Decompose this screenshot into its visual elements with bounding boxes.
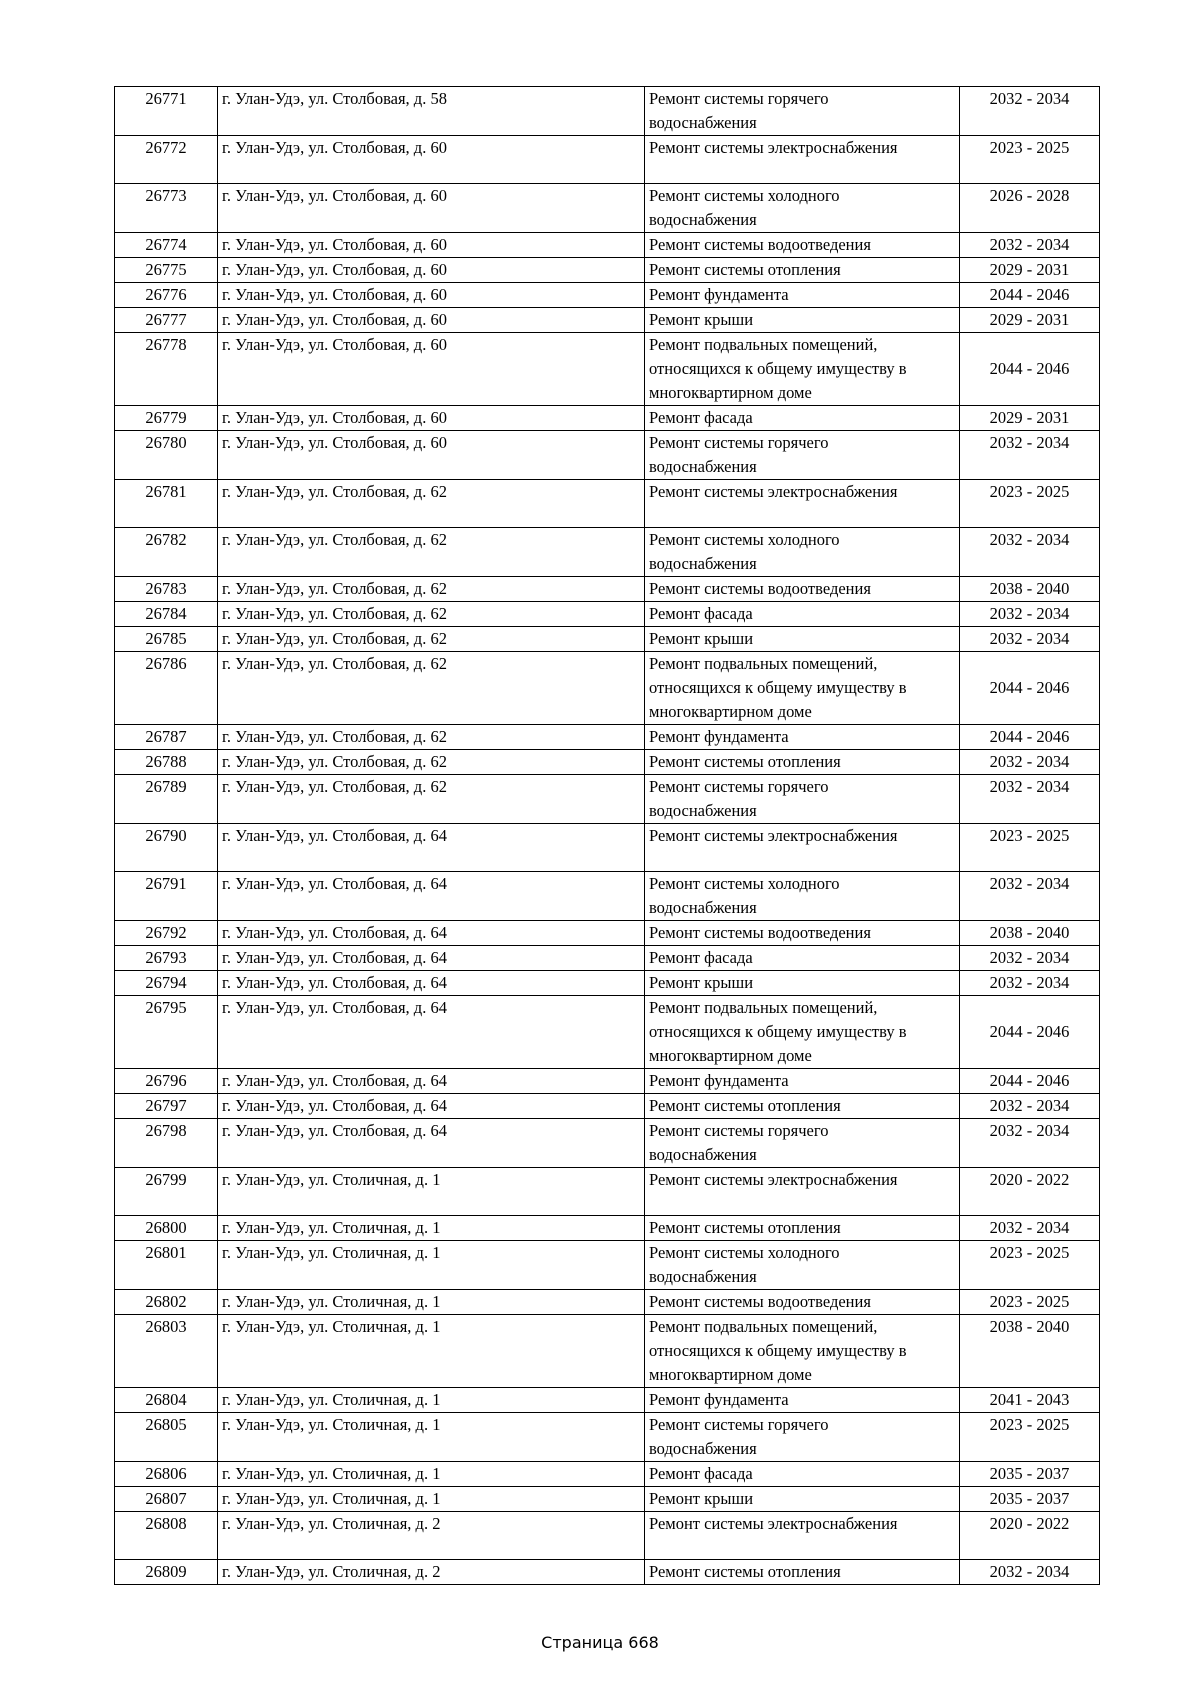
record-number-cell: 26808 (115, 1512, 218, 1560)
work-type-cell: Ремонт крыши (645, 971, 960, 996)
table-row (115, 283, 1100, 308)
table-row (115, 1168, 1100, 1216)
period-cell: 2038 - 2040 (960, 1315, 1100, 1388)
work-type-cell: Ремонт подвальных помещений, относящихся к общему имуществу в многоквартирном доме (645, 1315, 960, 1388)
work-type-cell: Ремонт подвальных помещений, относящихся к общему имуществу в многоквартирном доме (645, 996, 960, 1069)
address-cell: г. Улан-Удэ, ул. Столбовая, д. 64 (218, 1094, 645, 1119)
address-cell: г. Улан-Удэ, ул. Столбовая, д. 62 (218, 775, 645, 824)
table-row (115, 824, 1100, 872)
record-number-cell: 26788 (115, 750, 218, 775)
period-cell: 2020 - 2022 (960, 1512, 1100, 1560)
record-number-cell: 26803 (115, 1315, 218, 1388)
record-number-cell: 26795 (115, 996, 218, 1069)
record-number-cell: 26804 (115, 1388, 218, 1413)
table-row (115, 406, 1100, 431)
address-cell: г. Улан-Удэ, ул. Столбовая, д. 64 (218, 996, 645, 1069)
address-cell: г. Улан-Удэ, ул. Столбовая, д. 60 (218, 136, 645, 184)
record-number-cell: 26806 (115, 1462, 218, 1487)
record-number-cell: 26786 (115, 652, 218, 725)
table-row (115, 602, 1100, 627)
work-type-cell: Ремонт фасада (645, 1462, 960, 1487)
work-type-cell: Ремонт крыши (645, 308, 960, 333)
address-cell: г. Улан-Удэ, ул. Столбовая, д. 64 (218, 971, 645, 996)
table-row (115, 1290, 1100, 1315)
period-cell: 2038 - 2040 (960, 921, 1100, 946)
work-type-cell: Ремонт системы отопления (645, 258, 960, 283)
records-table (114, 86, 1100, 1585)
record-number-cell: 26807 (115, 1487, 218, 1512)
address-cell: г. Улан-Удэ, ул. Столбовая, д. 64 (218, 921, 645, 946)
period-cell: 2032 - 2034 (960, 87, 1100, 136)
address-cell: г. Улан-Удэ, ул. Столбовая, д. 60 (218, 258, 645, 283)
address-cell: г. Улан-Удэ, ул. Столичная, д. 2 (218, 1512, 645, 1560)
period-cell: 2032 - 2034 (960, 1560, 1100, 1585)
period-cell: 2032 - 2034 (960, 1119, 1100, 1168)
address-cell: г. Улан-Удэ, ул. Столбовая, д. 64 (218, 946, 645, 971)
work-type-cell: Ремонт системы холодного водоснабжения (645, 1241, 960, 1290)
period-cell: 2041 - 2043 (960, 1388, 1100, 1413)
record-number-cell: 26776 (115, 283, 218, 308)
table-row (115, 921, 1100, 946)
address-cell: г. Улан-Удэ, ул. Столичная, д. 1 (218, 1168, 645, 1216)
table-row (115, 946, 1100, 971)
record-number-cell: 26779 (115, 406, 218, 431)
work-type-cell: Ремонт фундамента (645, 1069, 960, 1094)
address-cell: г. Улан-Удэ, ул. Столбовая, д. 64 (218, 824, 645, 872)
address-cell: г. Улан-Удэ, ул. Столбовая, д. 62 (218, 577, 645, 602)
record-number-cell: 26801 (115, 1241, 218, 1290)
record-number-cell: 26809 (115, 1560, 218, 1585)
period-cell: 2032 - 2034 (960, 1216, 1100, 1241)
address-cell: г. Улан-Удэ, ул. Столичная, д. 1 (218, 1487, 645, 1512)
address-cell: г. Улан-Удэ, ул. Столбовая, д. 64 (218, 1119, 645, 1168)
work-type-cell: Ремонт системы горячего водоснабжения (645, 87, 960, 136)
work-type-cell: Ремонт системы электроснабжения (645, 824, 960, 872)
period-cell: 2029 - 2031 (960, 406, 1100, 431)
table-row (115, 1487, 1100, 1512)
address-cell: г. Улан-Удэ, ул. Столбовая, д. 62 (218, 725, 645, 750)
table-row (115, 136, 1100, 184)
work-type-cell: Ремонт системы горячего водоснабжения (645, 431, 960, 480)
record-number-cell: 26790 (115, 824, 218, 872)
table-row (115, 1560, 1100, 1585)
record-number-cell: 26798 (115, 1119, 218, 1168)
table-row (115, 725, 1100, 750)
address-cell: г. Улан-Удэ, ул. Столичная, д. 1 (218, 1290, 645, 1315)
period-cell: 2023 - 2025 (960, 1290, 1100, 1315)
work-type-cell: Ремонт системы электроснабжения (645, 136, 960, 184)
period-cell: 2035 - 2037 (960, 1487, 1100, 1512)
record-number-cell: 26778 (115, 333, 218, 406)
address-cell: г. Улан-Удэ, ул. Столбовая, д. 60 (218, 184, 645, 233)
work-type-cell: Ремонт фасада (645, 406, 960, 431)
work-type-cell: Ремонт системы отопления (645, 1560, 960, 1585)
record-number-cell: 26777 (115, 308, 218, 333)
record-number-cell: 26805 (115, 1413, 218, 1462)
record-number-cell: 26792 (115, 921, 218, 946)
work-type-cell: Ремонт системы холодного водоснабжения (645, 184, 960, 233)
table-row (115, 1388, 1100, 1413)
work-type-cell: Ремонт системы горячего водоснабжения (645, 1413, 960, 1462)
period-cell: 2032 - 2034 (960, 750, 1100, 775)
record-number-cell: 26791 (115, 872, 218, 921)
record-number-cell: 26800 (115, 1216, 218, 1241)
work-type-cell: Ремонт системы водоотведения (645, 577, 960, 602)
work-type-cell: Ремонт системы электроснабжения (645, 480, 960, 528)
period-cell: 2029 - 2031 (960, 258, 1100, 283)
table-row (115, 652, 1100, 725)
table-row (115, 480, 1100, 528)
table-row (115, 775, 1100, 824)
record-number-cell: 26772 (115, 136, 218, 184)
record-number-cell: 26787 (115, 725, 218, 750)
work-type-cell: Ремонт системы холодного водоснабжения (645, 528, 960, 577)
work-type-cell: Ремонт системы водоотведения (645, 1290, 960, 1315)
record-number-cell: 26802 (115, 1290, 218, 1315)
table-row (115, 528, 1100, 577)
table-row (115, 87, 1100, 136)
address-cell: г. Улан-Удэ, ул. Столбовая, д. 60 (218, 308, 645, 333)
address-cell: г. Улан-Удэ, ул. Столбовая, д. 62 (218, 627, 645, 652)
work-type-cell: Ремонт системы горячего водоснабжения (645, 775, 960, 824)
record-number-cell: 26785 (115, 627, 218, 652)
period-cell: 2023 - 2025 (960, 1241, 1100, 1290)
work-type-cell: Ремонт системы электроснабжения (645, 1168, 960, 1216)
address-cell: г. Улан-Удэ, ул. Столичная, д. 1 (218, 1315, 645, 1388)
period-cell: 2044 - 2046 (960, 725, 1100, 750)
address-cell: г. Улан-Удэ, ул. Столбовая, д. 62 (218, 750, 645, 775)
address-cell: г. Улан-Удэ, ул. Столичная, д. 2 (218, 1560, 645, 1585)
work-type-cell: Ремонт подвальных помещений, относящихся к общему имуществу в многоквартирном доме (645, 652, 960, 725)
period-cell: 2032 - 2034 (960, 775, 1100, 824)
record-number-cell: 26771 (115, 87, 218, 136)
table-row (115, 750, 1100, 775)
record-number-cell: 26796 (115, 1069, 218, 1094)
work-type-cell: Ремонт крыши (645, 1487, 960, 1512)
address-cell: г. Улан-Удэ, ул. Столбовая, д. 64 (218, 1069, 645, 1094)
period-cell: 2032 - 2034 (960, 431, 1100, 480)
period-cell: 2023 - 2025 (960, 480, 1100, 528)
address-cell: г. Улан-Удэ, ул. Столбовая, д. 60 (218, 333, 645, 406)
period-cell: 2044 - 2046 (960, 333, 1100, 406)
address-cell: г. Улан-Удэ, ул. Столичная, д. 1 (218, 1388, 645, 1413)
address-cell: г. Улан-Удэ, ул. Столичная, д. 1 (218, 1241, 645, 1290)
work-type-cell: Ремонт крыши (645, 627, 960, 652)
record-number-cell: 26784 (115, 602, 218, 627)
table-row (115, 1315, 1100, 1388)
table-row (115, 233, 1100, 258)
period-cell: 2020 - 2022 (960, 1168, 1100, 1216)
address-cell: г. Улан-Удэ, ул. Столбовая, д. 60 (218, 431, 645, 480)
address-cell: г. Улан-Удэ, ул. Столбовая, д. 62 (218, 528, 645, 577)
work-type-cell: Ремонт системы водоотведения (645, 921, 960, 946)
table-row (115, 1094, 1100, 1119)
record-number-cell: 26782 (115, 528, 218, 577)
table-row (115, 1512, 1100, 1560)
table-row (115, 996, 1100, 1069)
work-type-cell: Ремонт фундамента (645, 1388, 960, 1413)
address-cell: г. Улан-Удэ, ул. Столичная, д. 1 (218, 1413, 645, 1462)
period-cell: 2032 - 2034 (960, 872, 1100, 921)
work-type-cell: Ремонт подвальных помещений, относящихся к общему имуществу в многоквартирном доме (645, 333, 960, 406)
work-type-cell: Ремонт системы отопления (645, 750, 960, 775)
period-cell: 2029 - 2031 (960, 308, 1100, 333)
record-number-cell: 26783 (115, 577, 218, 602)
work-type-cell: Ремонт фасада (645, 602, 960, 627)
record-number-cell: 26793 (115, 946, 218, 971)
table-row (115, 577, 1100, 602)
work-type-cell: Ремонт фундамента (645, 283, 960, 308)
table-row (115, 1119, 1100, 1168)
record-number-cell: 26780 (115, 431, 218, 480)
table-row (115, 184, 1100, 233)
table-row (115, 308, 1100, 333)
table-row (115, 1413, 1100, 1462)
work-type-cell: Ремонт системы горячего водоснабжения (645, 1119, 960, 1168)
records-table-body (115, 87, 1100, 1585)
record-number-cell: 26797 (115, 1094, 218, 1119)
record-number-cell: 26781 (115, 480, 218, 528)
period-cell: 2032 - 2034 (960, 602, 1100, 627)
period-cell: 2032 - 2034 (960, 233, 1100, 258)
record-number-cell: 26774 (115, 233, 218, 258)
period-cell: 2044 - 2046 (960, 652, 1100, 725)
table-row (115, 627, 1100, 652)
table-row (115, 258, 1100, 283)
period-cell: 2032 - 2034 (960, 971, 1100, 996)
period-cell: 2044 - 2046 (960, 1069, 1100, 1094)
address-cell: г. Улан-Удэ, ул. Столбовая, д. 60 (218, 283, 645, 308)
work-type-cell: Ремонт фундамента (645, 725, 960, 750)
period-cell: 2023 - 2025 (960, 1413, 1100, 1462)
period-cell: 2032 - 2034 (960, 1094, 1100, 1119)
table-row (115, 971, 1100, 996)
record-number-cell: 26794 (115, 971, 218, 996)
page-number: Страница 668 (541, 1633, 659, 1652)
address-cell: г. Улан-Удэ, ул. Столбовая, д. 62 (218, 652, 645, 725)
table-row (115, 1069, 1100, 1094)
period-cell: 2026 - 2028 (960, 184, 1100, 233)
address-cell: г. Улан-Удэ, ул. Столичная, д. 1 (218, 1462, 645, 1487)
address-cell: г. Улан-Удэ, ул. Столбовая, д. 62 (218, 602, 645, 627)
period-cell: 2044 - 2046 (960, 996, 1100, 1069)
table-row (115, 431, 1100, 480)
work-type-cell: Ремонт фасада (645, 946, 960, 971)
period-cell: 2035 - 2037 (960, 1462, 1100, 1487)
table-row (115, 1241, 1100, 1290)
address-cell: г. Улан-Удэ, ул. Столбовая, д. 60 (218, 406, 645, 431)
work-type-cell: Ремонт системы водоотведения (645, 233, 960, 258)
work-type-cell: Ремонт системы отопления (645, 1094, 960, 1119)
table-row (115, 872, 1100, 921)
address-cell: г. Улан-Удэ, ул. Столичная, д. 1 (218, 1216, 645, 1241)
period-cell: 2023 - 2025 (960, 824, 1100, 872)
table-row (115, 1216, 1100, 1241)
address-cell: г. Улан-Удэ, ул. Столбовая, д. 64 (218, 872, 645, 921)
record-number-cell: 26799 (115, 1168, 218, 1216)
address-cell: г. Улан-Удэ, ул. Столбовая, д. 58 (218, 87, 645, 136)
record-number-cell: 26773 (115, 184, 218, 233)
table-row (115, 1462, 1100, 1487)
period-cell: 2038 - 2040 (960, 577, 1100, 602)
period-cell: 2023 - 2025 (960, 136, 1100, 184)
period-cell: 2032 - 2034 (960, 528, 1100, 577)
period-cell: 2032 - 2034 (960, 627, 1100, 652)
period-cell: 2044 - 2046 (960, 283, 1100, 308)
table-row (115, 333, 1100, 406)
address-cell: г. Улан-Удэ, ул. Столбовая, д. 62 (218, 480, 645, 528)
period-cell: 2032 - 2034 (960, 946, 1100, 971)
record-number-cell: 26775 (115, 258, 218, 283)
work-type-cell: Ремонт системы отопления (645, 1216, 960, 1241)
record-number-cell: 26789 (115, 775, 218, 824)
work-type-cell: Ремонт системы электроснабжения (645, 1512, 960, 1560)
work-type-cell: Ремонт системы холодного водоснабжения (645, 872, 960, 921)
address-cell: г. Улан-Удэ, ул. Столбовая, д. 60 (218, 233, 645, 258)
